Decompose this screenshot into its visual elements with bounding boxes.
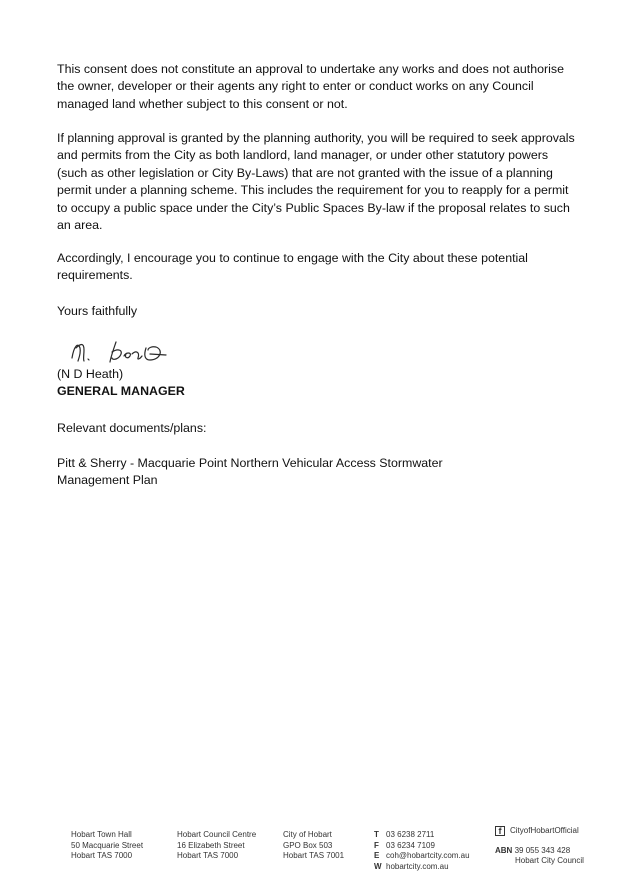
- handwritten-signature: [66, 334, 176, 368]
- contact-value: 03 6238 2711: [386, 830, 435, 839]
- contact-value: 03 6234 7109: [386, 840, 435, 850]
- footer-postal-address: [283, 830, 344, 862]
- address-line: Hobart TAS 7000: [71, 851, 133, 861]
- address-line: Hobart TAS 7000: [177, 851, 239, 861]
- address-line: 50 Macquarie Street: [71, 840, 144, 850]
- paragraph-planning-approval: If planning approval is granted by the planning authority, you will be required to seek approvals and permits from the City as both landlord, land manager, or under other statutory powers (such as other legislation or City By-Laws) that are not granted with the issue of a planning permit under a planning scheme. This includes the requirement for you to reapply for a permit to occupy a public space under the City’s Public Spaces By-law if the proposal relates to such an area.: [57, 131, 575, 233]
- footer-contacts: [374, 830, 470, 872]
- footer-town-hall-address: [71, 830, 143, 862]
- signer-title: GENERAL MANAGER: [57, 384, 185, 398]
- abn-value: 39 055 343 428: [514, 845, 571, 855]
- address-line: Hobart TAS 7001: [283, 851, 345, 861]
- footer-social-abn: [495, 826, 584, 867]
- contact-label: W: [374, 861, 382, 871]
- contact-website: [374, 862, 470, 873]
- address-line: 16 Elizabeth Street: [177, 840, 245, 850]
- contact-label: E: [374, 851, 380, 861]
- contact-value: hobartcity.com.au: [386, 861, 449, 871]
- contact-email: [374, 851, 470, 862]
- signer-name: (N D Heath): [57, 367, 124, 381]
- contact-label: F: [374, 840, 379, 850]
- social-handle: CityofHobartOfficial: [510, 826, 579, 835]
- facebook-icon: f: [495, 826, 505, 836]
- abn-label: ABN: [495, 845, 513, 855]
- contact-phone: [374, 830, 470, 841]
- contact-fax: [374, 841, 470, 852]
- contact-label: T: [374, 830, 379, 839]
- relevant-documents-heading: Relevant documents/plans:: [57, 421, 207, 435]
- social-row: [495, 826, 584, 837]
- address-line: Hobart Town Hall: [71, 830, 132, 839]
- address-line: City of Hobart: [283, 830, 332, 839]
- address-line: Hobart Council Centre: [177, 830, 257, 839]
- abn-row: [495, 846, 584, 857]
- letterhead-footer: [0, 826, 622, 876]
- relevant-document-item: Pitt & Sherry - Macquarie Point Northern Vehicular Access Stormwater Management Plan: [57, 456, 443, 488]
- contact-value: coh@hobartcity.com.au: [386, 851, 470, 861]
- closing-salutation: Yours faithfully: [57, 304, 138, 318]
- footer-council-centre-address: [177, 830, 256, 862]
- paragraph-consent-disclaimer: This consent does not constitute an approval to undertake any works and does not authorise the owner, developer or their agents any right to enter or conduct works on any Council managed land whether subject to this consent or not.: [57, 62, 564, 111]
- paragraph-engagement: Accordingly, I encourage you to continue to engage with the City about these potential requirements.: [57, 251, 528, 283]
- council-name: Hobart City Council: [515, 856, 584, 866]
- address-line: GPO Box 503: [283, 840, 333, 850]
